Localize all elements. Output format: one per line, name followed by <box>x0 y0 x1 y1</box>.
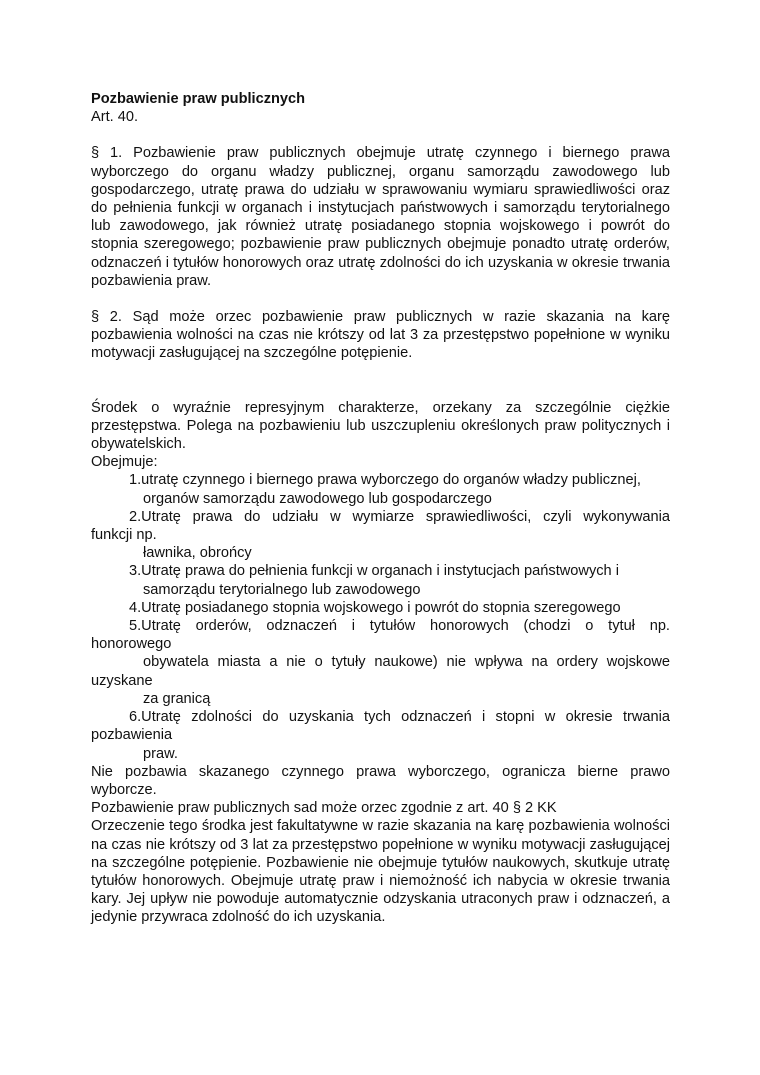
list-item-6-line-2: pozbawienia <box>91 727 173 744</box>
list-item-5-line-3: obywatela miasta a nie o tytuły naukowe) nie wpływa na ordery wojskowe <box>143 654 670 671</box>
paragraph-ruling: Orzeczenie tego środka jest fakultatywne w razie skazania na karę pozbawienia wolności na czas nie krótszy od 3 lat za przestępstwo popełnione w wyniku motywacji zasługującej na szczególne potępienie. Pozbawienie nie obejmuje tytułów naukowych, skutkuje utratę tytułów honorowych. Obejmuje utratę praw i niemożność ich nabycia w okresie trwania kary. Jej upływ nie powoduje automatycznie odzyskania utraconych praw i odznaczeń, a jedynie przywraca zdolność do ich uzyskania. <box>91 818 670 926</box>
list-item-4 <box>91 599 670 617</box>
paragraph-legal-basis: Pozbawienie praw publicznych sad może orzec zgodnie z art. 40 § 2 KK <box>91 800 557 817</box>
list-item-1-line-2: organów samorządu zawodowego lub gospodarczego <box>143 490 492 507</box>
list-item-2 <box>91 508 670 563</box>
document-page <box>91 90 670 927</box>
list-item-1 <box>91 471 670 507</box>
list-item-1-line-1: 1.utratę czynnego i biernego prawa wyborczego do organów władzy publicznej, <box>129 472 641 489</box>
paragraph-voting-rights: Nie pozbawia skazanego czynnego prawa wyborczego, ogranicza bierne prawo wyborcze. <box>91 763 670 798</box>
list-item-5-line-1: 5.Utratę orderów, odznaczeń i tytułów honorowych (chodzi o tytuł np. <box>129 618 670 635</box>
list-item-5-line-2: honorowego <box>91 636 172 653</box>
article-number: Art. 40. <box>91 109 139 126</box>
paragraph-section-1: § 1. Pozbawienie praw publicznych obejmuje utratę czynnego i biernego prawa wyborczego do organu władzy publicznej, organu samorządu zawodowego lub gospodarczego, utratę prawa do udziału w sprawowaniu wymiaru sprawiedliwości oraz do pełnienia funkcji w organach i instytucjach państwowych i samorządu terytorialnego lub zawodowego, jak również utratę posiadanego stopnia wojskowego i powrót do stopnia szeregowego; pozbawienie praw publicznych obejmuje ponadto utratę orderów, odznaczeń i tytułów honorowych oraz utratę zdolności do ich uzyskania w okresie trwania pozbawienia praw. <box>91 145 670 289</box>
list-item-3-line-2: samorządu terytorialnego lub zawodowego <box>143 581 421 598</box>
list-item-3 <box>91 562 670 598</box>
list-item-2-line-2: funkcji np. <box>91 527 157 544</box>
list-item-5-line-4: uzyskane <box>91 672 153 689</box>
list-item-3-line-1: 3.Utratę prawa do pełnienia funkcji w organach i instytucjach państwowych i <box>129 563 619 580</box>
list-item-2-line-1: 2.Utratę prawa do udziału w wymiarze sprawiedliwości, czyli wykonywania <box>129 508 670 525</box>
rights-list <box>91 471 670 762</box>
list-item-6-line-1: 6.Utratę zdolności do uzyskania tych odznaczeń i stopni w okresie trwania <box>129 709 670 726</box>
list-item-4-line-1: 4.Utratę posiadanego stopnia wojskowego i powrót do stopnia szeregowego <box>129 599 621 616</box>
paragraph-description: Środek o wyraźnie represyjnym charakterze, orzekany za szczególnie ciężkie przestępstwa. Polega na pozbawieniu lub uszczupleniu określonych praw politycznych i obywatelskich. <box>91 399 670 453</box>
paragraph-section-2: § 2. Sąd może orzec pozbawienie praw publicznych w razie skazania na karę pozbawienia wolności na czas nie krótszy od lat 3 za przestępstwo popełnione w wyniku motywacji zasługującej na szczególne potępienie. <box>91 309 670 362</box>
list-item-2-line-3: ławnika, obrońcy <box>143 545 252 562</box>
list-item-5 <box>91 617 670 708</box>
list-item-6-line-3: praw. <box>143 745 178 762</box>
document-title: Pozbawienie praw publicznych <box>91 91 306 107</box>
list-item-6 <box>91 708 670 763</box>
list-item-5-line-5: za granicą <box>143 690 211 707</box>
list-intro: Obejmuje: <box>91 454 158 471</box>
